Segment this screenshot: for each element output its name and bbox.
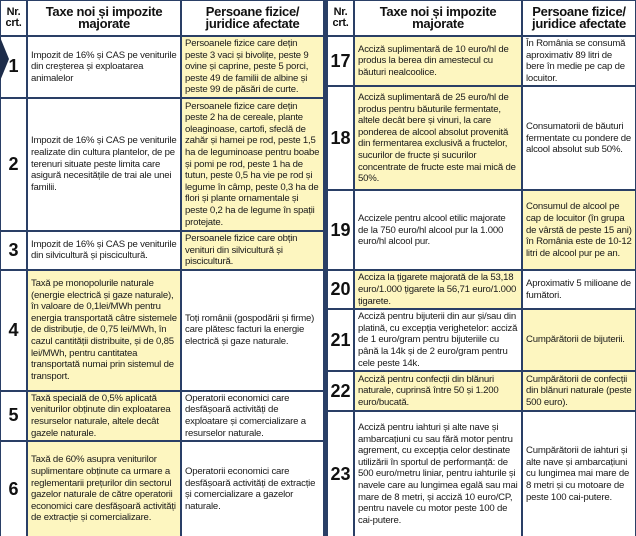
row-number: 3 [0,231,27,270]
affected-cell: Operatorii economici care desfășoară activități de extracție și comercializare a gazelor naturale. [181,441,324,536]
affected-cell: Consumatorii de băuturi fermentate cu pondere de alcool absolut sub 50%. [522,86,636,190]
tax-cell: Impozit de 16% și CAS pe veniturile din creșterea și exploatarea animalelor [27,36,181,98]
header-nr: Nr. crt. [327,0,354,36]
table-row [327,36,636,86]
table-row [327,371,636,411]
affected-cell: Cumpărătorii de iahturi și alte nave și ambarcațiuni cu lungimea mai mare de 8 metri și cu motoare de peste 100 cai-putere. [522,411,636,536]
right-header-row [327,0,636,36]
row-number: 6 [0,441,27,536]
row-number: 22 [327,371,354,411]
affected-cell: În România se consumă aproximativ 89 litri de bere în medie pe cap de locuitor. [522,36,636,86]
tax-cell: Acciză suplimentară de 25 euro/hl de produs pentru băuturile fermentate, altele decât bere și vinuri, la care ponderea de alcool absolut provenită din fermentarea exclusivă a fructelor, sucurilor de fructe și sucurilor concentrate de fructe este mai mică de 50%. [354,86,522,190]
tax-cell: Impozit de 16% și CAS pe veniturile din silvicultură și piscicultură. [27,231,181,270]
tax-cell: Taxă de 60% asupra veniturilor suplimentare obținute ca urmare a reglementarii prețurilor din sectorul gazelor naturale de către operatorii economici care desfășoară activități de extracție și comercializare. [27,441,181,536]
affected-cell: Consumul de alcool pe cap de locuitor (în grupa de vârstă de peste 15 ani) în România este de 10-12 litri de alcool pur pe an. [522,190,636,270]
tax-cell: Impozit de 16% și CAS pe veniturile realizate din cultura plantelor, de pe terenuri situate peste limita care asigură necesitățile de trai ale unei familii. [27,98,181,231]
tax-cell: Acciză suplimentară de 10 euro/hl de produs la berea din amestecul cu băuturi nealcoolice. [354,36,522,86]
table-row [327,270,636,309]
row-number: 4 [0,270,27,391]
affected-cell: Cumpărătorii de bijuterii. [522,309,636,371]
header-who: Persoane fizice/ juridice afectate [181,0,324,36]
table-row [327,309,636,371]
row-number: 21 [327,309,354,371]
header-who: Persoane fizice/ juridice afectate [522,0,636,36]
tax-cell: Taxă specială de 0,5% aplicată veniturilor obținute din exploatarea resurselor naturale, altele decât gazele naturale. [27,391,181,441]
table-row [0,441,324,536]
pointer-arrow-icon [0,37,9,81]
affected-cell: Persoanele fizice care obțin venituri din silvicultură și piscicultură. [181,231,324,270]
table-row [0,36,324,98]
affected-cell: Aproximativ 5 milioane de fumători. [522,270,636,309]
table-row [0,391,324,441]
row-number: 23 [327,411,354,536]
row-number: 18 [327,86,354,190]
right-table [327,0,636,536]
affected-cell: Persoanele fizice care dețin peste 3 vaci și bivolițe, peste 9 ovine și caprine, peste 5 porci, peste 49 de familii de albine și peste 99 de păsări de curte. [181,36,324,98]
header-nr: Nr. crt. [0,0,27,36]
header-tax: Taxe noi și impozite majorate [354,0,522,36]
header-tax: Taxe noi și impozite majorate [27,0,181,36]
tax-cell: Accizele pentru alcool etilic majorate de la 750 euro/hl alcool pur la 1.000 euro/hl alcool pur. [354,190,522,270]
row-number: 5 [0,391,27,441]
tax-cell: Acciză pentru bijuterii din aur și/sau din platină, cu excepția verighetelor: acciză de 1 euro/gram pentru bijuteriile cu până la 14k și de 2 euro/gram pentru cele peste 14k. [354,309,522,371]
affected-cell: Cumpărătorii de confecții din blănuri naturale (peste 500 euro). [522,371,636,411]
row-number: 2 [0,98,27,231]
table-row [0,98,324,231]
row-number: 1 [0,36,27,98]
table-row [327,190,636,270]
tax-cell: Taxă pe monopolurile naturale (energie electrică și gaze naturale), în valoare de 0,1lei/MWh pentru energia transportată câtre sistemele de distribuție, de 0,75 lei/MWh, în cazul cantității distribuite, și de 0,85 lei/MWh, pentru cantitatea transportată numai prin sistemul de transport. [27,270,181,391]
row-number: 20 [327,270,354,309]
tax-cell: Acciză pentru confecții din blănuri naturale, cuprinsă între 50 și 1.200 euro/bucată. [354,371,522,411]
table-row [327,86,636,190]
row-number: 19 [327,190,354,270]
right-table-panel [327,0,636,536]
tax-cell: Acciza la țigarete majorată de la 53,18 euro/1.000 țigarete la 56,71 euro/1.000 țigarete. [354,270,522,309]
tax-cell: Acciză pentru iahturi și alte nave și ambarcațiuni cu sau fără motor pentru agrement, cu excepția celor destinate utilizării în sportul de performanță: de 500 euro/metru liniar, pentru iahturile și navele care au lungimea egală sau mai mare de 8 metri, și acciză 10 euro/CP, pentru navele cu motor peste 100 de cai-putere. [354,411,522,536]
affected-cell: Persoanele fizice care dețin peste 2 ha de cereale, plante oleaginoase, cartofi, sfeclă de zahăr și hamei pe rod, peste 1,5 ha de leguminoase pentru boabe și pomi pe rod, peste 1 ha de tutun, peste 0,5 ha vie pe rod și legume în câmp, peste 0,3 ha de flori și plante ornamentale și peste 0,2 ha de legume în spații protejate. [181,98,324,231]
row-number: 17 [327,36,354,86]
affected-cell: Toți românii (gospodării și firme) care plătesc facturi la energie electrică și gaze naturale. [181,270,324,391]
table-row [0,231,324,270]
table-row [0,270,324,391]
affected-cell: Operatorii economici care desfășoară activități de exploatare și comercializare a resurselor naturale. [181,391,324,441]
left-header-row [0,0,324,36]
table-row [327,411,636,536]
